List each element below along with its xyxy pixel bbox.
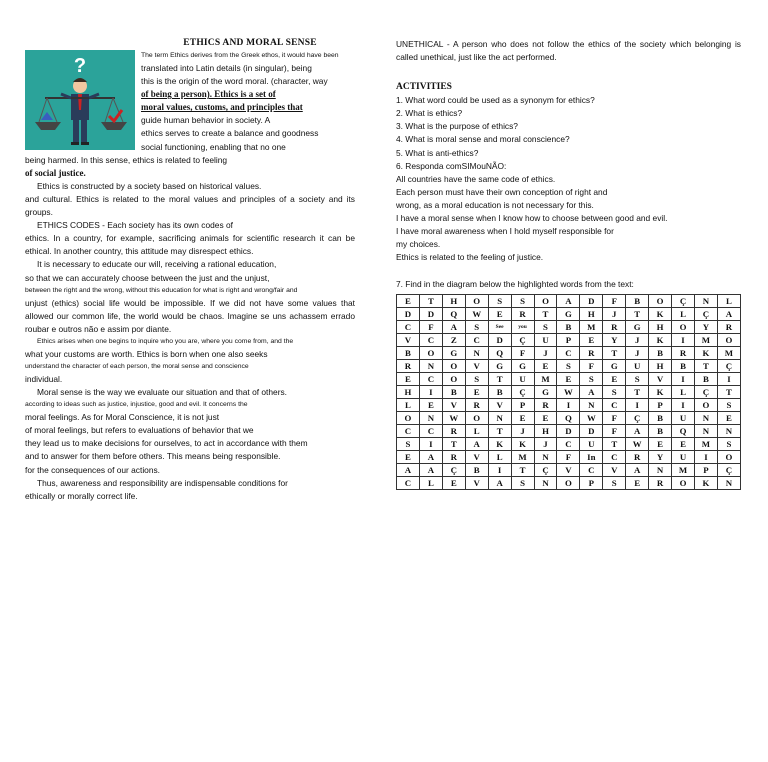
grid-cell[interactable]: G [511, 359, 534, 372]
grid-cell[interactable]: A [397, 463, 420, 476]
grid-cell[interactable]: I [626, 398, 649, 411]
grid-row [397, 359, 741, 372]
grid-cell[interactable]: T [534, 307, 557, 320]
paragraph-11: what your customs are worth. Ethics is born when one also seeks [25, 348, 268, 359]
grid-cell[interactable]: A [580, 385, 603, 398]
grid-cell[interactable]: U [672, 450, 695, 463]
grid-cell[interactable]: T [626, 307, 649, 320]
paragraph-7: so that we can accurately choose between the just and the unjust, [25, 272, 270, 283]
grid-cell[interactable]: C [580, 463, 603, 476]
grid-cell[interactable]: R [649, 476, 672, 489]
grid-row [397, 294, 741, 307]
grid-cell[interactable]: E [534, 411, 557, 424]
grid-cell[interactable]: N [465, 346, 488, 359]
statement-5: I have moral awareness when I hold myself responsible for [396, 226, 614, 237]
statement-3: wrong, as a moral education is not necessary for this. [396, 199, 594, 210]
ethics-scale-illustration [25, 50, 135, 150]
grid-cell[interactable]: D [557, 424, 580, 437]
grid-cell[interactable]: F [580, 359, 603, 372]
grid-cell[interactable]: W [557, 385, 580, 398]
grid-cell[interactable]: O [649, 294, 672, 307]
grid-cell[interactable]: O [672, 476, 695, 489]
grid-cell[interactable]: T [694, 359, 717, 372]
question-7: 7. Find in the diagram below the highlighted words from the text: [396, 279, 634, 290]
paragraph-13: individual. [25, 373, 63, 384]
grid-cell[interactable]: G [626, 320, 649, 333]
grid-cell[interactable]: S [603, 385, 626, 398]
grid-cell[interactable]: E [534, 359, 557, 372]
grid-cell[interactable]: E [397, 450, 420, 463]
grid-cell[interactable]: G [557, 307, 580, 320]
grid-cell[interactable]: U [626, 359, 649, 372]
intro-line-1: The term Ethics derives from the Greek ethos, it would have been [141, 52, 339, 59]
grid-cell[interactable]: H [649, 359, 672, 372]
question-3: 3. What is the purpose of ethics? [396, 121, 518, 132]
grid-cell[interactable]: P [511, 398, 534, 411]
grid-cell[interactable]: R [442, 424, 465, 437]
grid-cell[interactable]: A [465, 437, 488, 450]
grid-cell[interactable]: C [557, 437, 580, 450]
grid-cell[interactable]: G [488, 359, 511, 372]
grid-row [397, 307, 741, 320]
grid-cell[interactable]: T [511, 463, 534, 476]
grid-cell[interactable]: C [397, 476, 420, 489]
grid-cell[interactable]: U [672, 411, 695, 424]
grid-cell[interactable]: J [626, 346, 649, 359]
grid-cell[interactable]: you [511, 320, 534, 333]
paragraph-8: between the right and the wrong, without this education for what is right and wrong/fair and [25, 286, 298, 294]
grid-cell[interactable]: P [649, 398, 672, 411]
grid-cell[interactable]: B [442, 385, 465, 398]
grid-cell[interactable]: G [442, 346, 465, 359]
intro-line-5: moral values, customs, and principles that [141, 102, 303, 113]
grid-cell[interactable]: T [626, 385, 649, 398]
grid-cell[interactable]: F [557, 450, 580, 463]
grid-cell[interactable]: E [419, 398, 442, 411]
grid-cell[interactable]: A [626, 463, 649, 476]
activities-title: ACTIVITIES [396, 82, 452, 93]
grid-cell[interactable]: B [649, 424, 672, 437]
grid-cell[interactable]: S [603, 476, 626, 489]
grid-cell[interactable]: K [649, 385, 672, 398]
grid-row [397, 450, 741, 463]
grid-cell[interactable]: O [397, 411, 420, 424]
grid-cell[interactable]: D [397, 307, 420, 320]
grid-row [397, 424, 741, 437]
grid-cell[interactable]: Ç [694, 307, 717, 320]
paragraph-15: according to ideas such as justice, injustice, good and evil. It concerns the [25, 401, 248, 409]
grid-cell[interactable]: K [694, 346, 717, 359]
grid-cell[interactable]: P [557, 333, 580, 346]
grid-cell[interactable]: I [672, 333, 695, 346]
grid-cell[interactable]: H [397, 385, 420, 398]
grid-row [397, 411, 741, 424]
statement-4: I have a moral sense when I know how to choose between good and evil. [396, 213, 668, 224]
grid-cell[interactable]: W [465, 307, 488, 320]
grid-cell[interactable]: A [419, 463, 442, 476]
grid-cell[interactable]: N [419, 411, 442, 424]
grid-cell[interactable]: E [626, 476, 649, 489]
grid-cell[interactable]: N [694, 411, 717, 424]
grid-row [397, 463, 741, 476]
grid-cell[interactable]: I [694, 450, 717, 463]
grid-cell[interactable]: Ç [442, 463, 465, 476]
grid-cell[interactable]: J [534, 346, 557, 359]
paragraph-18: they lead us to make decisions for ourselves, to act in accordance with them [25, 438, 308, 449]
intro-line-8: social functioning, enabling that no one [141, 141, 286, 152]
grid-cell[interactable]: I [672, 398, 695, 411]
intro-line-4: of being a person). Ethics is a set of [141, 89, 276, 100]
grid-cell[interactable]: J [603, 307, 626, 320]
grid-cell[interactable]: D [580, 294, 603, 307]
grid-cell[interactable]: B [672, 359, 695, 372]
statement-2: Each person must have their own conception of right and [396, 186, 608, 197]
grid-cell[interactable]: S [465, 372, 488, 385]
grid-cell[interactable]: E [488, 307, 511, 320]
grid-cell[interactable]: N [580, 398, 603, 411]
grid-cell[interactable]: A [717, 307, 740, 320]
grid-cell[interactable]: J [511, 424, 534, 437]
grid-cell[interactable]: V [488, 398, 511, 411]
paragraph-9: unjust (ethics) social life would be impossible. If we did not have some values that allowed our common life, the world would be chaos. Imagine se uns achassem errado roubar e outros não e assim por diante. [25, 297, 355, 334]
grid-cell[interactable]: R [626, 450, 649, 463]
grid-cell[interactable]: S [397, 437, 420, 450]
grid-cell[interactable]: M [534, 372, 557, 385]
intro-line-10: of social justice. [25, 167, 86, 178]
question-2: 2. What is ethics? [396, 108, 463, 119]
grid-cell[interactable]: I [717, 372, 740, 385]
left-column [25, 38, 355, 503]
question-1: 1. What word could be used as a synonym for ethics? [396, 95, 595, 106]
grid-cell[interactable]: P [694, 463, 717, 476]
paragraph-12: understand the character of each person, the moral sense and conscience [25, 362, 249, 370]
grid-cell[interactable]: K [511, 437, 534, 450]
grid-cell[interactable]: V [557, 463, 580, 476]
grid-cell[interactable]: S [511, 476, 534, 489]
grid-cell[interactable]: R [717, 320, 740, 333]
grid-cell[interactable]: C [419, 372, 442, 385]
grid-cell[interactable]: I [419, 437, 442, 450]
grid-cell[interactable]: N [419, 359, 442, 372]
grid-cell[interactable]: S [580, 372, 603, 385]
paragraph-17: of moral feelings, but refers to evaluations of behavior that we [25, 425, 254, 436]
grid-cell[interactable]: M [511, 450, 534, 463]
intro-line-7: ethics serves to create a balance and goodness [141, 128, 319, 139]
grid-cell[interactable]: L [397, 398, 420, 411]
grid-cell[interactable]: V [465, 450, 488, 463]
grid-cell[interactable]: Ç [717, 359, 740, 372]
grid-cell[interactable]: Y [694, 320, 717, 333]
grid-cell[interactable]: C [397, 320, 420, 333]
grid-cell[interactable]: N [694, 424, 717, 437]
grid-cell[interactable]: K [649, 307, 672, 320]
grid-cell[interactable]: Z [442, 333, 465, 346]
intro-line-9: being harmed. In this sense, ethics is related to feeling [25, 154, 228, 165]
grid-cell[interactable]: T [442, 437, 465, 450]
grid-cell[interactable]: L [488, 450, 511, 463]
grid-cell[interactable]: U [511, 372, 534, 385]
grid-cell[interactable]: N [694, 294, 717, 307]
grid-row [397, 398, 741, 411]
grid-cell[interactable]: Q [442, 307, 465, 320]
grid-cell[interactable]: S [511, 294, 534, 307]
grid-cell[interactable]: M [672, 463, 695, 476]
question-5: 5. What is anti-ethics? [396, 147, 479, 158]
grid-cell[interactable]: E [717, 411, 740, 424]
grid-cell[interactable]: O [534, 294, 557, 307]
grid-cell[interactable]: Ç [511, 333, 534, 346]
grid-cell[interactable]: K [694, 476, 717, 489]
grid-cell[interactable]: V [397, 333, 420, 346]
grid-cell[interactable]: A [557, 294, 580, 307]
grid-cell[interactable]: O [465, 294, 488, 307]
grid-cell[interactable]: H [649, 320, 672, 333]
grid-cell[interactable]: B [649, 411, 672, 424]
paragraph-19: and to answer for them before others. This means being responsible. [25, 451, 281, 462]
grid-cell[interactable]: S [717, 398, 740, 411]
grid-cell[interactable]: O [465, 411, 488, 424]
grid-cell[interactable]: C [557, 346, 580, 359]
grid-cell[interactable]: O [717, 450, 740, 463]
grid-cell[interactable]: U [580, 437, 603, 450]
grid-row [397, 437, 741, 450]
grid-cell[interactable]: T [488, 424, 511, 437]
grid-cell[interactable]: V [465, 476, 488, 489]
grid-cell[interactable]: A [419, 450, 442, 463]
grid-cell[interactable]: Ç [626, 411, 649, 424]
grid-cell[interactable]: A [488, 476, 511, 489]
grid-cell[interactable]: L [672, 385, 695, 398]
grid-cell[interactable]: F [603, 424, 626, 437]
grid-cell[interactable]: W [442, 411, 465, 424]
paragraph-22: ethically or morally correct life. [25, 490, 138, 501]
question-4: 4. What is moral sense and moral conscience? [396, 134, 570, 145]
grid-cell[interactable]: S [626, 372, 649, 385]
grid-cell[interactable]: J [626, 333, 649, 346]
grid-cell[interactable]: E [465, 385, 488, 398]
grid-cell[interactable]: A [626, 424, 649, 437]
grid-cell[interactable]: C [419, 333, 442, 346]
grid-cell[interactable]: V [465, 359, 488, 372]
grid-cell[interactable]: B [488, 385, 511, 398]
grid-cell[interactable]: E [442, 476, 465, 489]
grid-cell[interactable]: F [603, 294, 626, 307]
grid-cell[interactable]: S [488, 294, 511, 307]
grid-cell[interactable]: I [672, 372, 695, 385]
grid-cell[interactable]: Ç [534, 463, 557, 476]
grid-cell[interactable]: R [603, 320, 626, 333]
grid-cell[interactable]: T [488, 372, 511, 385]
grid-cell[interactable]: E [397, 372, 420, 385]
grid-cell[interactable]: B [465, 463, 488, 476]
grid-cell[interactable]: V [603, 463, 626, 476]
grid-cell[interactable]: I [419, 385, 442, 398]
grid-cell[interactable]: H [442, 294, 465, 307]
grid-cell[interactable]: L [465, 424, 488, 437]
grid-cell[interactable]: S [534, 320, 557, 333]
grid-cell[interactable]: O [419, 346, 442, 359]
grid-cell[interactable]: L [419, 476, 442, 489]
grid-cell[interactable]: O [672, 320, 695, 333]
grid-cell[interactable]: D [419, 307, 442, 320]
grid-cell[interactable]: Y [649, 450, 672, 463]
grid-cell[interactable]: C [397, 424, 420, 437]
paragraph-10: Ethics arises when one begins to inquire who you are, where you come from, and the [37, 337, 294, 345]
grid-cell[interactable]: R [580, 346, 603, 359]
paragraph-20: for the consequences of our actions. [25, 464, 161, 475]
statement-6: my choices. [396, 239, 441, 250]
page-title: ETHICS AND MORAL SENSE [183, 38, 317, 48]
grid-row [397, 333, 741, 346]
grid-cell[interactable]: S [465, 320, 488, 333]
grid-cell[interactable]: B [397, 346, 420, 359]
grid-cell[interactable]: See [488, 320, 511, 333]
intro-line-6: guide human behavior in society. A [141, 115, 271, 126]
unethical-paragraph: UNETHICAL - A person who does not follow the ethics of the society which belonging is called unethical, just like the act performed. [396, 39, 741, 63]
grid-cell[interactable]: N [488, 411, 511, 424]
grid-cell[interactable]: F [419, 320, 442, 333]
paragraph-6: It is necessary to educate our will, receiving a rational education, [37, 259, 277, 270]
grid-row [397, 346, 741, 359]
statement-1: All countries have the same code of ethics. [396, 173, 556, 184]
grid-cell[interactable]: Ç [717, 463, 740, 476]
grid-cell[interactable]: B [694, 372, 717, 385]
grid-cell[interactable]: R [672, 346, 695, 359]
grid-cell[interactable]: M [580, 320, 603, 333]
grid-cell[interactable]: R [442, 450, 465, 463]
grid-cell[interactable]: M [694, 437, 717, 450]
svg-text:?: ? [73, 55, 87, 77]
right-column [396, 38, 741, 490]
grid-row [397, 385, 741, 398]
paragraph-2: Ethics is constructed by a society based on historical values. [37, 180, 262, 191]
grid-cell[interactable]: O [442, 359, 465, 372]
grid-row [397, 320, 741, 333]
grid-cell[interactable]: V [442, 398, 465, 411]
grid-cell[interactable]: G [534, 385, 557, 398]
grid-cell[interactable]: Ç [511, 385, 534, 398]
grid-cell[interactable]: I [488, 463, 511, 476]
grid-cell[interactable]: M [717, 346, 740, 359]
grid-cell[interactable]: G [603, 359, 626, 372]
grid-cell[interactable]: H [534, 424, 557, 437]
statement-7: Ethics is related to the feeling of justice. [396, 252, 544, 263]
grid-cell[interactable]: N [717, 424, 740, 437]
grid-cell[interactable]: Q [557, 411, 580, 424]
grid-cell[interactable]: R [397, 359, 420, 372]
grid-cell[interactable]: K [649, 333, 672, 346]
grid-cell[interactable]: T [717, 385, 740, 398]
grid-cell[interactable]: O [694, 398, 717, 411]
grid-cell[interactable]: R [534, 398, 557, 411]
question-6: 6. Responda comSIMouNÃO: [396, 160, 507, 171]
grid-cell[interactable]: I [557, 398, 580, 411]
paragraph-5: ethics. In a country, for example, sacrificing animals for scientific research it can be ethical. In another country, this attitude may disrespect ethics. [25, 233, 355, 257]
grid-cell[interactable]: N [534, 450, 557, 463]
grid-cell[interactable]: Ç [672, 294, 695, 307]
intro-line-3: this is the origin of the word moral. (character, way [141, 76, 328, 87]
grid-cell[interactable]: F [603, 411, 626, 424]
grid-cell[interactable]: W [626, 437, 649, 450]
grid-cell[interactable]: S [557, 359, 580, 372]
grid-cell[interactable]: E [603, 372, 626, 385]
grid-cell[interactable]: P [580, 476, 603, 489]
grid-cell[interactable]: Q [488, 346, 511, 359]
grid-cell[interactable]: E [649, 437, 672, 450]
grid-cell[interactable]: E [511, 411, 534, 424]
grid-cell[interactable]: E [557, 372, 580, 385]
grid-cell[interactable]: A [442, 320, 465, 333]
grid-cell[interactable]: C [603, 450, 626, 463]
grid-cell[interactable]: E [397, 294, 420, 307]
grid-cell[interactable]: T [419, 294, 442, 307]
grid-cell[interactable]: Q [672, 424, 695, 437]
paragraph-14: Moral sense is the way we evaluate our situation and that of others. [37, 387, 287, 398]
grid-cell[interactable]: N [649, 463, 672, 476]
grid-cell[interactable]: L [672, 307, 695, 320]
grid-cell[interactable]: K [488, 437, 511, 450]
grid-cell[interactable]: M [694, 333, 717, 346]
word-search-grid [396, 294, 741, 490]
grid-cell[interactable]: U [534, 333, 557, 346]
grid-cell[interactable]: B [626, 294, 649, 307]
grid-cell[interactable]: F [511, 346, 534, 359]
grid-cell[interactable]: J [534, 437, 557, 450]
grid-cell[interactable]: N [717, 476, 740, 489]
intro-line-2: translated into Latin details (in singular), being [141, 63, 312, 73]
grid-cell[interactable]: T [603, 346, 626, 359]
paragraph-3: and cultural. Ethics is related to the moral values and principles of a society and its groups. [25, 193, 355, 218]
grid-cell[interactable]: L [717, 294, 740, 307]
grid-cell[interactable]: H [580, 307, 603, 320]
paragraph-21: Thus, awareness and responsibility are indispensable conditions for [37, 477, 288, 488]
grid-cell[interactable]: N [534, 476, 557, 489]
grid-cell[interactable]: D [580, 424, 603, 437]
grid-cell[interactable]: In [580, 450, 603, 463]
grid-cell[interactable]: R [511, 307, 534, 320]
grid-cell[interactable]: Y [603, 333, 626, 346]
grid-cell[interactable]: R [465, 398, 488, 411]
paragraph-16: moral feelings. As for Moral Conscience, it is not just [25, 412, 220, 423]
grid-cell[interactable]: W [580, 411, 603, 424]
grid-cell[interactable]: D [488, 333, 511, 346]
grid-cell[interactable]: C [419, 424, 442, 437]
grid-cell[interactable]: C [465, 333, 488, 346]
grid-row [397, 476, 741, 489]
grid-cell[interactable]: C [603, 398, 626, 411]
grid-cell[interactable]: T [603, 437, 626, 450]
grid-cell[interactable]: B [557, 320, 580, 333]
grid-cell[interactable]: Ç [694, 385, 717, 398]
grid-cell[interactable]: V [649, 372, 672, 385]
grid-cell[interactable]: O [717, 333, 740, 346]
grid-cell[interactable]: O [442, 372, 465, 385]
grid-cell[interactable]: S [717, 437, 740, 450]
grid-cell[interactable]: E [580, 333, 603, 346]
grid-cell[interactable]: B [649, 346, 672, 359]
grid-row [397, 372, 741, 385]
grid-cell[interactable]: O [557, 476, 580, 489]
grid-cell[interactable]: E [672, 437, 695, 450]
ethics-codes-heading: ETHICS CODES - Each society has its own codes of [37, 220, 233, 231]
